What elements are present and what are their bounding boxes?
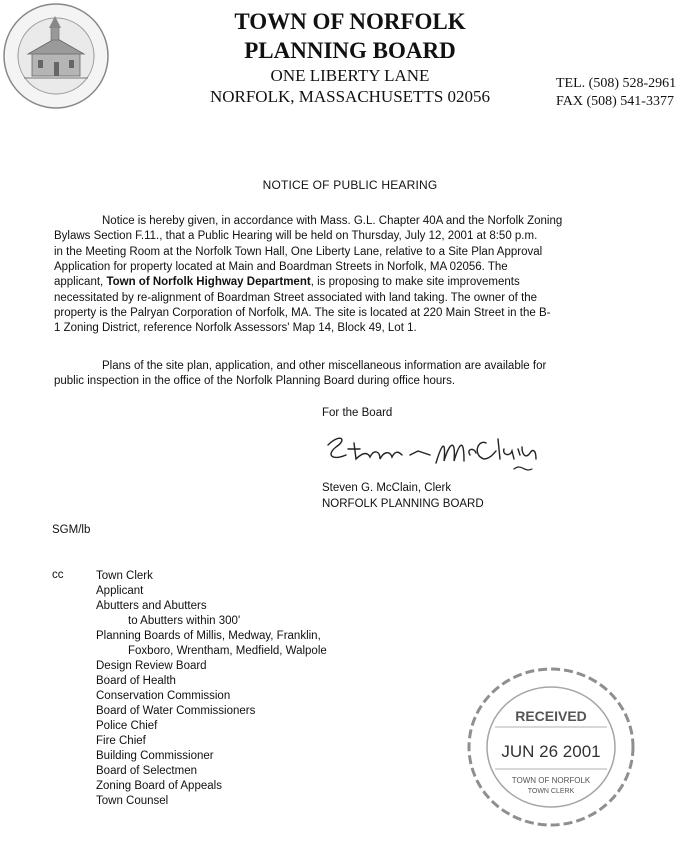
cc-recipient: Board of Health [96, 675, 176, 687]
cc-recipient: Applicant [96, 585, 144, 597]
letterhead-tel: TEL. (508) 528-2961 [556, 76, 677, 91]
cc-recipient: Conservation Commission [96, 690, 231, 702]
cc-recipient: Town Clerk [96, 570, 153, 582]
cc-recipient: Zoning Board of Appeals [96, 780, 222, 792]
letterhead-town: TOWN OF NORFOLK [234, 9, 466, 34]
cc-recipient: Abutters and Abutters [96, 600, 207, 612]
cc-recipient: Town Counsel [96, 795, 169, 807]
applicant-name: Town of Norfolk Highway Department [106, 276, 311, 288]
notice-p1-text: applicant, [54, 276, 107, 288]
closing-for-the-board: For the Board [322, 407, 393, 419]
letterhead-board: PLANNING BOARD [244, 38, 456, 63]
notice-p1-text: , is proposing to make site improvements [310, 276, 520, 288]
notice-p2-line: Plans of the site plan, application, and other miscellaneous information are available for [102, 360, 547, 372]
notice-p1-line: Notice is hereby given, in accordance with Mass. G.L. Chapter 40A and the Norfolk Zoning [102, 215, 563, 227]
notice-p1-line [54, 275, 520, 290]
handwritten-signature [318, 425, 548, 487]
letterhead-fax: FAX (508) 541-3377 [556, 94, 674, 109]
signer-title: NORFOLK PLANNING BOARD [322, 498, 484, 510]
stamp-received: RECEIVED [515, 708, 587, 724]
notice-p2-line: public inspection in the office of the Norfolk Planning Board during office hours. [54, 375, 456, 387]
stamp-date: JUN 26 2001 [501, 742, 601, 761]
signer-name: Steven G. McClain, Clerk [322, 482, 452, 494]
notice-p1-line: Application for property located at Main and Boardman Streets in Norfolk, MA 02056. The [54, 261, 508, 273]
cc-recipient: Design Review Board [96, 660, 207, 672]
cc-recipient: Fire Chief [96, 735, 146, 747]
stamp-office: TOWN CLERK [527, 788, 575, 795]
cc-recipient: to Abutters within 300' [128, 615, 241, 627]
stamp-town: TOWN OF NORFOLK [511, 776, 591, 785]
notice-p1-line: 1 Zoning District, reference Norfolk Assessors' Map 14, Block 49, Lot 1. [54, 322, 417, 334]
notice-p1-line: in the Meeting Room at the Norfolk Town Hall, One Liberty Lane, relative to a Site Plan Approval [54, 246, 543, 258]
letterhead-address-line1: ONE LIBERTY LANE [270, 66, 430, 85]
cc-recipient: Planning Boards of Millis, Medway, Franklin, [96, 630, 321, 642]
cc-recipient: Police Chief [96, 720, 158, 732]
town-seal [2, 2, 110, 110]
cc-recipient: Board of Water Commissioners [96, 705, 256, 717]
notice-title: NOTICE OF PUBLIC HEARING [262, 178, 438, 192]
received-stamp [465, 665, 637, 830]
cc-label: cc [52, 569, 64, 581]
cc-recipient: Building Commissioner [96, 750, 214, 762]
notice-p1-line: Bylaws Section F.11., that a Public Hearing will be held on Thursday, July 12, 2001 at 8:50 p.m. [54, 230, 538, 242]
typist-initials: SGM/lb [52, 524, 91, 536]
cc-recipient: Board of Selectmen [96, 765, 198, 777]
cc-recipient: Foxboro, Wrentham, Medfield, Walpole [128, 645, 327, 657]
notice-p1-line: property is the Palryan Corporation of Norfolk, MA. The site is located at 220 Main Street in the B- [54, 307, 551, 319]
notice-p1-line: necessitated by re-alignment of Boardman Street associated with land taking. The owner of the [54, 292, 538, 304]
letterhead-address-line2: NORFOLK, MASSACHUSETTS 02056 [209, 87, 491, 106]
